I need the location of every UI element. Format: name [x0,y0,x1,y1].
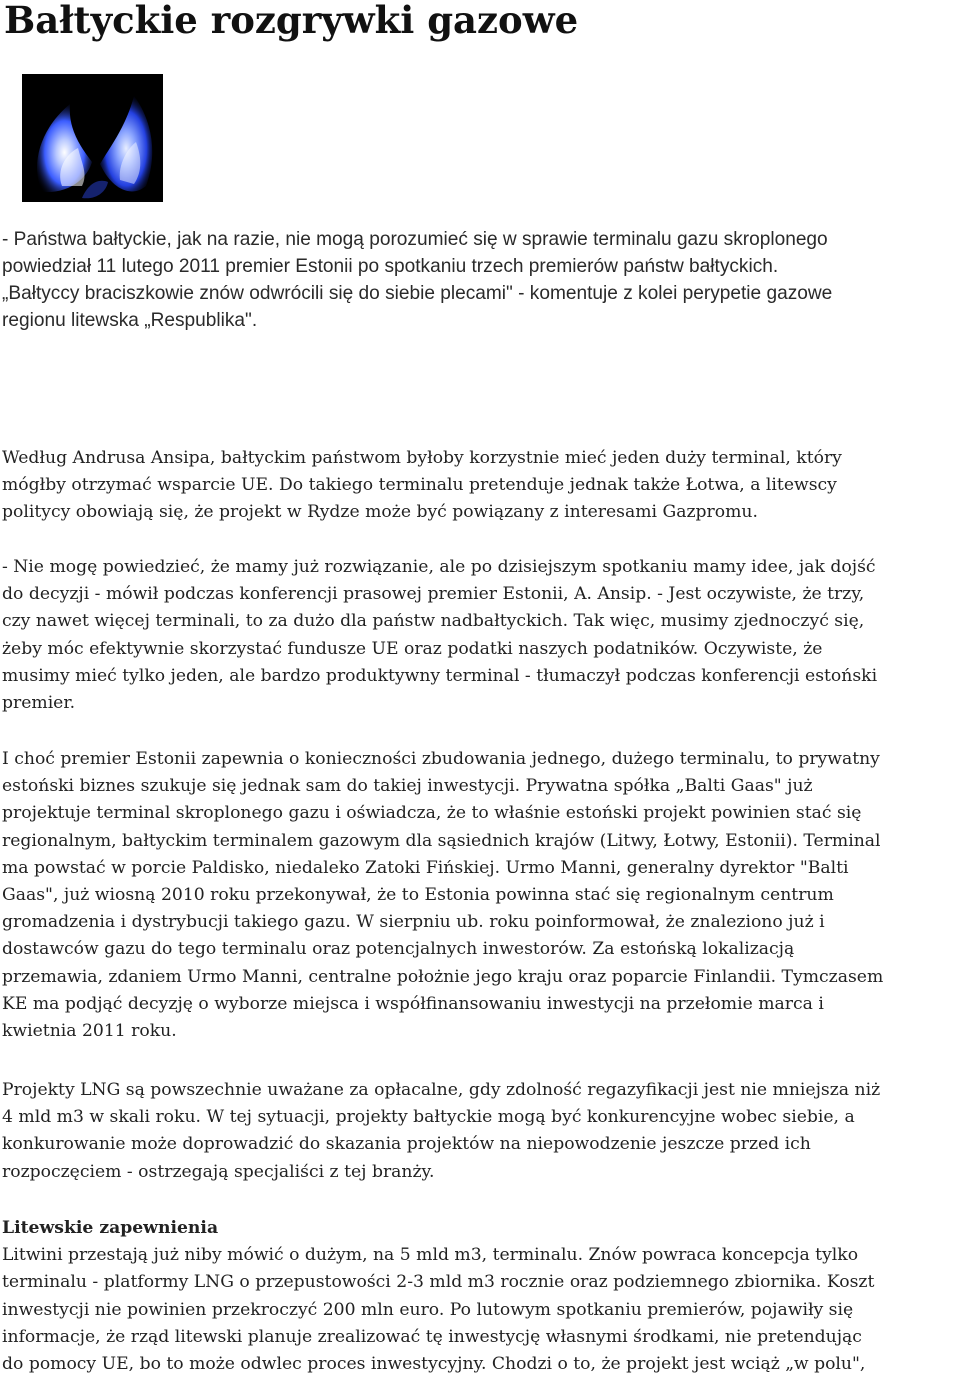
paragraph-quote [2,554,960,717]
text-line: czy nawet więcej terminali, to za dużo dla państw nadbałtyckich. Tak więc, musimy zjednoczyć się, [2,611,865,632]
text-line: regionalnym, bałtyckim terminalem gazowym dla sąsiednich krajów (Litwy, Łotwy, Estonii). Terminal [2,830,881,851]
text-line: estoński biznes szukuje się jednak sam do takiej inwestycji. Prywatna spółka „Balti Gaas" już [2,776,813,797]
paragraph-balti-gaas [2,746,960,1045]
text-line: KE ma podjąć decyzję o wyborze miejsca i współfinansowaniu inwestycji na przełomie marca i [2,993,824,1014]
lead-line: powiedział 11 lutego 2011 premier Estonii po spotkaniu trzech premierów państw bałtyckich. [2,256,779,277]
text-line: konkurowanie może doprowadzić do skazania projektów na niepowodzenie jeszcze przed ich [2,1134,811,1155]
text-line: mógłby otrzymać wsparcie UE. Do takiego terminalu pretenduje jednak także Łotwa, a litewscy [2,475,837,496]
article-title: Bałtyckie rozgrywki gazowe [4,0,579,42]
text-line: kwietnia 2011 roku. [2,1021,177,1042]
text-line: - Nie mogę powiedzieć, że mamy już rozwiązanie, ale po dzisiejszym spotkaniu mamy idee, jak dojść [2,557,876,577]
text-line: przemawia, zdaniem Urmo Manni, centralne położnie jego kraju oraz poparcie Finlandii. Tymczasem [2,966,884,987]
text-line: do decyzji - mówił podczas konferencji prasowej premier Estonii, A. Ansip. - Jest oczywiste, że trzy, [2,584,865,605]
lead-line: regionu litewska „Respublika". [2,310,258,331]
text-line: 4 mld m3 w skali roku. W tej sytuacji, projekty bałtyckie mogą być konkurencyjne wobec siebie, a [2,1107,855,1128]
lead-line: „Bałtyccy braciszkowie znów odwrócili się do siebie plecami" - komentuje z kolei perypetie gazowe [2,283,833,304]
text-line: musimy mieć tylko jeden, ale bardzo produktywny terminal - tłumaczył podczas konferencji estoński [2,665,878,686]
text-line: Według Andrusa Ansipa, bałtyckim państwom byłoby korzystnie mieć jeden duży terminal, który [2,448,842,468]
paragraph-lng [2,1077,960,1186]
section-lithuanian [2,1215,960,1378]
lead-line: - Państwa bałtyckie, jak na razie, nie mogą porozumieć się w sprawie terminalu gazu skroplonego [2,229,828,250]
text-line: terminalu - platformy LNG o przepustowości 2-3 mld m3 rocznie oraz podziemnego zbiornika. Koszt [2,1272,875,1293]
text-line: Gaas", już wiosną 2010 roku przekonywał, że to Estonia powinna stać się regionalnym centrum [2,885,834,906]
text-line: projektuje terminal skroplonego gazu i oświadcza, że to właśnie estoński projekt powinien stać się [2,803,862,824]
section-heading: Litewskie zapewnienia [2,1218,219,1238]
paragraph-ansip [2,445,960,527]
text-line: politycy obowiają się, że projekt w Rydze może być powiązany z interesami Gazpromu. [2,502,758,523]
text-line: do pomocy UE, bo to może odwlec proces inwestycyjny. Chodzi o to, że projekt jest wciąż „w polu", [2,1354,866,1375]
text-line: żeby móc efektywnie skorzystać fundusze UE oraz podatki naszych podatników. Oczywiste, że [2,638,823,659]
flame-icon [22,74,163,202]
text-line: premier. [2,693,76,714]
text-line: ma powstać w porcie Paldisko, niedaleko Zatoki Fińskiej. Urmo Manni, generalny dyrektor "Balti [2,857,849,878]
text-line: I choć premier Estonii zapewnia o konieczności zbudowania jednego, dużego terminalu, to prywatny [2,749,880,769]
text-line: dostawców gazu do tego terminalu oraz potencjalnych inwestorów. Za estońską lokalizacją [2,939,795,960]
text-line: rozpoczęciem - ostrzegają specjaliści z tej branży. [2,1161,435,1182]
text-line: gromadzenia i dystrybucji takiego gazu. W sierpniu ub. roku poinformował, że znaleziono już i [2,912,825,933]
text-line: Projekty LNG są powszechnie uważane za opłacalne, gdy zdolność regazyfikacji jest nie mniejsza niż [2,1080,881,1100]
text-line: Litwini przestają już niby mówić o dużym, na 5 mld m3, terminalu. Znów powraca koncepcja tylko [2,1245,859,1266]
text-line: informacje, że rząd litewski planuje zrealizować tę inwestycję własnymi środkami, nie pretendując [2,1326,862,1347]
lead-paragraph [2,226,952,334]
text-line: inwestycji nie powinien przekroczyć 200 mln euro. Po lutowym spotkaniu premierów, pojawiły się [2,1299,854,1320]
blue-gas-flame-photo [22,74,163,202]
